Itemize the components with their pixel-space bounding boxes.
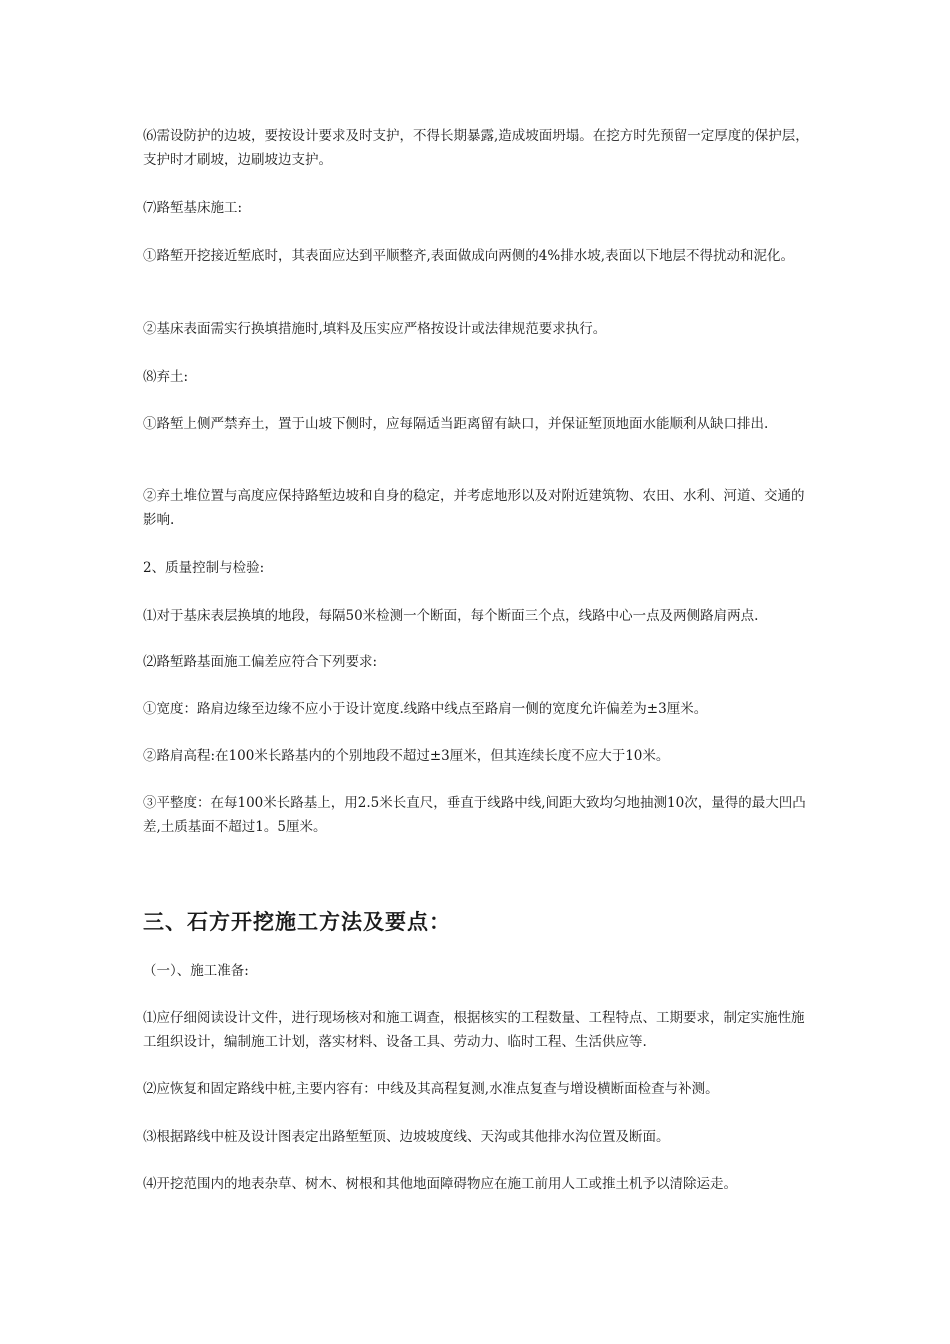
paragraph-spoil-position (143, 484, 811, 532)
paragraph-text: ①路堑上侧严禁弃土，置于山坡下侧时，应每隔适当距离留有缺口，并保证堑顶地面水能顺利从缺口排出. (143, 416, 769, 432)
paragraph-text: ⑵应恢复和固定路线中桩,主要内容有：中线及其高程复测,水准点复查与增设横断面检查与补测。 (143, 1081, 719, 1097)
paragraph-deviation (143, 650, 811, 674)
paragraph-clearing (143, 1172, 811, 1196)
paragraph-text: ⑵路堑路基面施工偏差应符合下列要求: (143, 654, 378, 670)
paragraph-text: ②弃土堆位置与高度应保持路堑边坡和自身的稳定，并考虑地形以及对附近建筑物、农田、水利、河道、交通的影响. (143, 488, 805, 528)
paragraph-spoil (143, 365, 811, 389)
paragraph-text: ⑴对于基床表层换填的地段，每隔50米检测一个断面，每个断面三个点，线路中心一点及两侧路肩两点. (143, 608, 759, 624)
paragraph-width (143, 697, 811, 721)
paragraph-bed-surface (143, 244, 811, 268)
paragraph-preparation (143, 959, 811, 983)
paragraph-flatness (143, 791, 811, 839)
paragraph-inspection (143, 604, 811, 628)
paragraph-center-stake (143, 1077, 811, 1101)
paragraph-elevation (143, 744, 811, 768)
paragraph-text: 2、质量控制与检验: (143, 560, 265, 576)
paragraph-text: ⑷开挖范围内的地表杂草、树木、树根和其他地面障碍物应在施工前用人工或推土机予以清除运走。 (143, 1176, 737, 1192)
paragraph-spoil-upper (143, 412, 811, 436)
section-heading (143, 907, 811, 937)
paragraph-cutting-bed (143, 196, 811, 220)
paragraph-text: ②路肩高程:在100米长路基内的个别地段不超过±3厘米，但其连续长度不应大于10米。 (143, 748, 670, 764)
paragraph-text: ①宽度：路肩边缘至边缘不应小于设计宽度.线路中线点至路肩一侧的宽度允许偏差为±3厘米。 (143, 701, 708, 717)
paragraph-text: ⑶根据路线中桩及设计图表定出路堑堑顶、边坡坡度线、天沟或其他排水沟位置及断面。 (143, 1129, 670, 1145)
paragraph-quality-control (143, 556, 811, 580)
page-title: 三、石方开挖施工方法及要点： (143, 909, 451, 934)
paragraph-bed-replacement (143, 317, 811, 341)
paragraph-slope-protection (143, 124, 811, 172)
paragraph-text: ⑴应仔细阅读设计文件，进行现场核对和施工调查，根据核实的工程数量、工程特点、工期要求，制定实施性施工组织设计，编制施工计划，落实材料、设备工具、劳动力、临时工程、生活供应等. (143, 1010, 805, 1050)
paragraph-setting-out (143, 1125, 811, 1149)
paragraph-text: ⑻弃土: (143, 369, 189, 385)
paragraph-text: （一）、施工准备: (143, 963, 249, 979)
paragraph-text: ①路堑开挖接近堑底时，其表面应达到平顺整齐,表面做成向两侧的4%排水坡,表面以下地层不得扰动和泥化。 (143, 248, 794, 264)
paragraph-design-review (143, 1006, 811, 1054)
paragraph-text: ⑺路堑基床施工: (143, 200, 243, 216)
paragraph-text: ②基床表面需实行换填措施时,填料及压实应严格按设计或法律规范要求执行。 (143, 321, 607, 337)
paragraph-text: ⑹需设防护的边坡，要按设计要求及时支护，不得长期暴露,造成坡面坍塌。在挖方时先预留一定厚度的保护层，支护时才刷坡，边刷坡边支护。 (143, 128, 809, 168)
paragraph-text: ③平整度：在每100米长路基上，用2.5米长直尺，垂直于线路中线,间距大致均匀地抽测10次，量得的最大凹凸差,土质基面不超过1。5厘米。 (143, 795, 806, 835)
